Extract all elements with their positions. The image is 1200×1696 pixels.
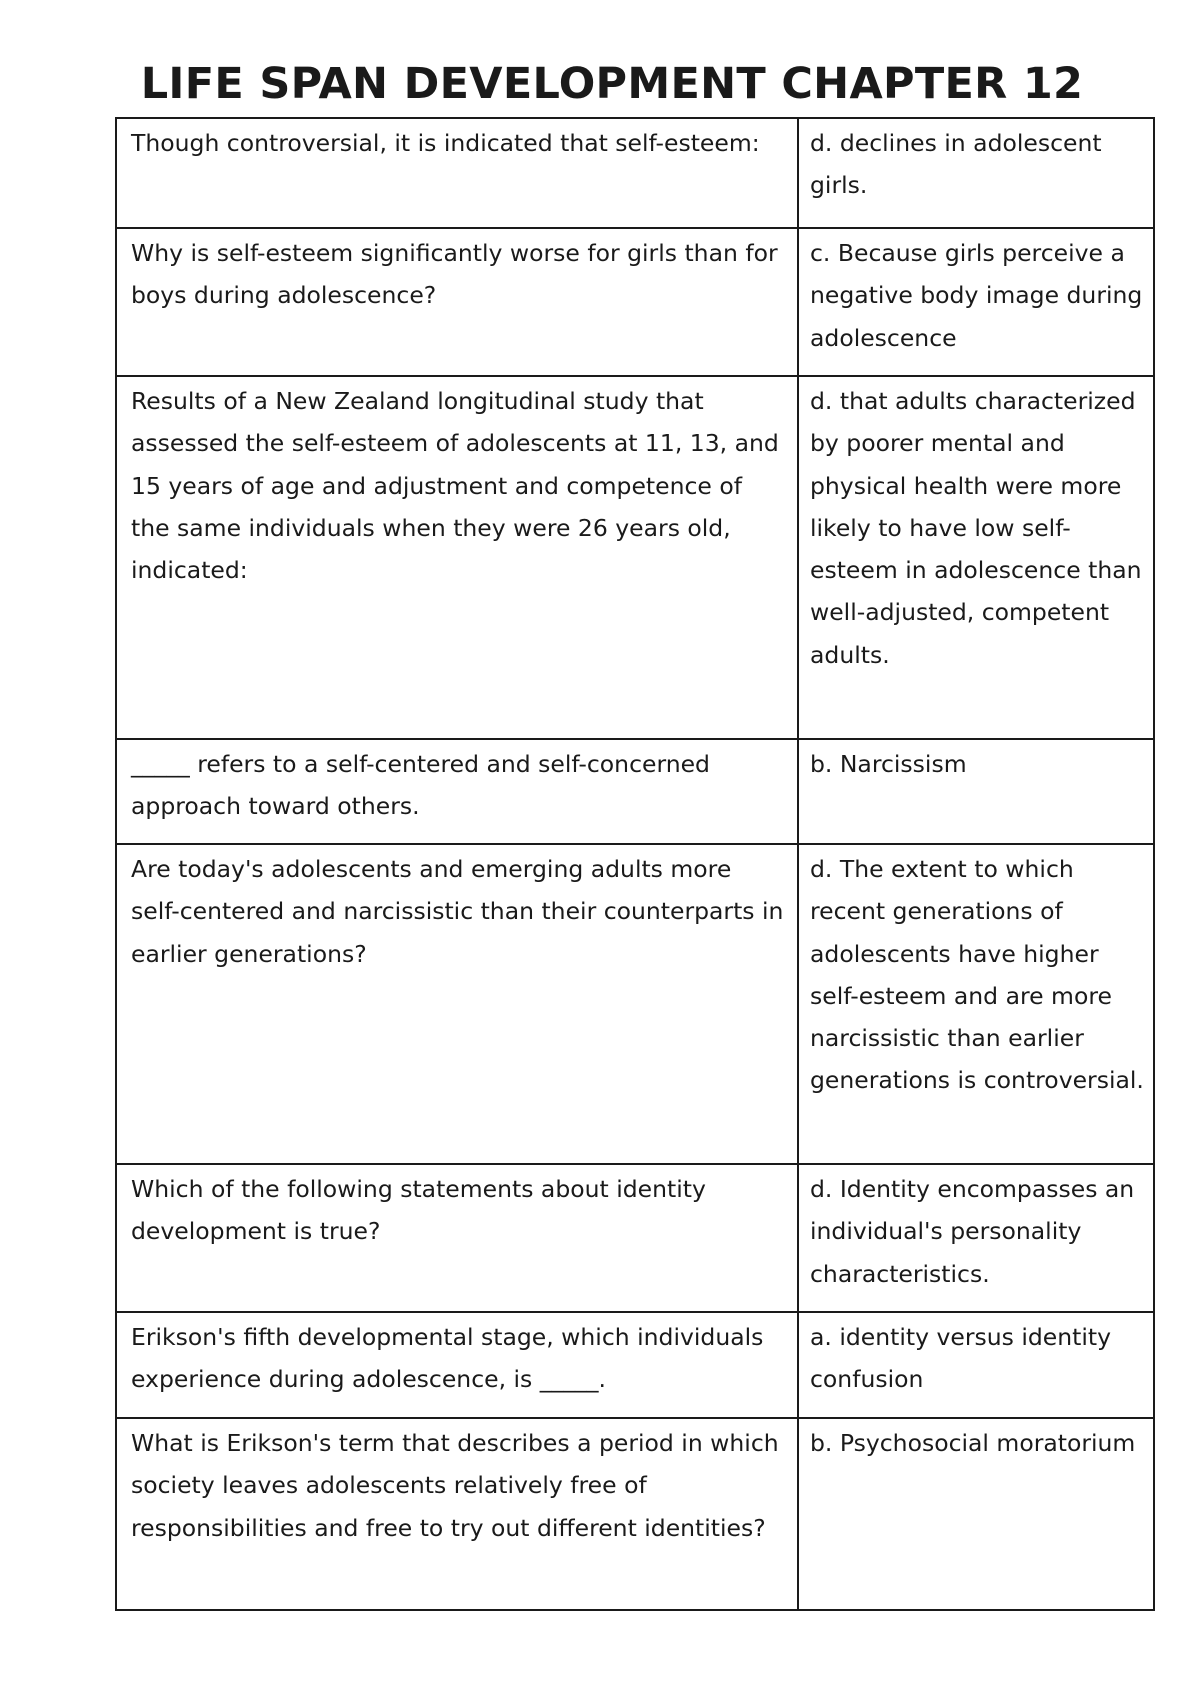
question-cell: Results of a New Zealand longitudinal study that assessed the self-esteem of adolescents at 11, 13, and 15 years of age and adjustment and competence of the same individuals when they were 26 years old, indicated:: [116, 376, 798, 739]
question-cell: Which of the following statements about identity development is true?: [116, 1164, 798, 1312]
table-row: [116, 1312, 1154, 1418]
question-cell: Why is self-esteem significantly worse for girls than for boys during adolescence?: [116, 228, 798, 376]
question-cell: Erikson's fifth developmental stage, which individuals experience during adolescence, is _____.: [116, 1312, 798, 1418]
answer-cell: d. The extent to which recent generations of adolescents have higher self-esteem and are more narcissistic than earlier generations is controversial.: [798, 844, 1154, 1164]
answer-cell: c. Because girls perceive a negative body image during adolescence: [798, 228, 1154, 376]
question-cell: _____ refers to a self-centered and self-concerned approach toward others.: [116, 739, 798, 844]
answer-cell: b. Narcissism: [798, 739, 1154, 844]
page-title: LIFE SPAN DEVELOPMENT CHAPTER 12: [140, 59, 1084, 109]
question-cell: Though controversial, it is indicated that self-esteem:: [116, 118, 798, 228]
answer-cell: d. that adults characterized by poorer mental and physical health were more likely to have low self-esteem in adolescence than well-adjusted, competent adults.: [798, 376, 1154, 739]
answer-cell: d. declines in adolescent girls.: [798, 118, 1154, 228]
table-row: [116, 1418, 1154, 1610]
question-cell: Are today's adolescents and emerging adults more self-centered and narcissistic than their counterparts in earlier generations?: [116, 844, 798, 1164]
table-row: [116, 1164, 1154, 1312]
table-row: [116, 739, 1154, 844]
table-row: [116, 376, 1154, 739]
answer-cell: b. Psychosocial moratorium: [798, 1418, 1154, 1610]
table-row: [116, 228, 1154, 376]
question-answer-table: [115, 117, 1155, 1611]
answer-cell: a. identity versus identity confusion: [798, 1312, 1154, 1418]
question-cell: What is Erikson's term that describes a period in which society leaves adolescents relatively free of responsibilities and free to try out different identities?: [116, 1418, 798, 1610]
table-row: [116, 118, 1154, 228]
answer-cell: d. Identity encompasses an individual's personality characteristics.: [798, 1164, 1154, 1312]
table-row: [116, 844, 1154, 1164]
